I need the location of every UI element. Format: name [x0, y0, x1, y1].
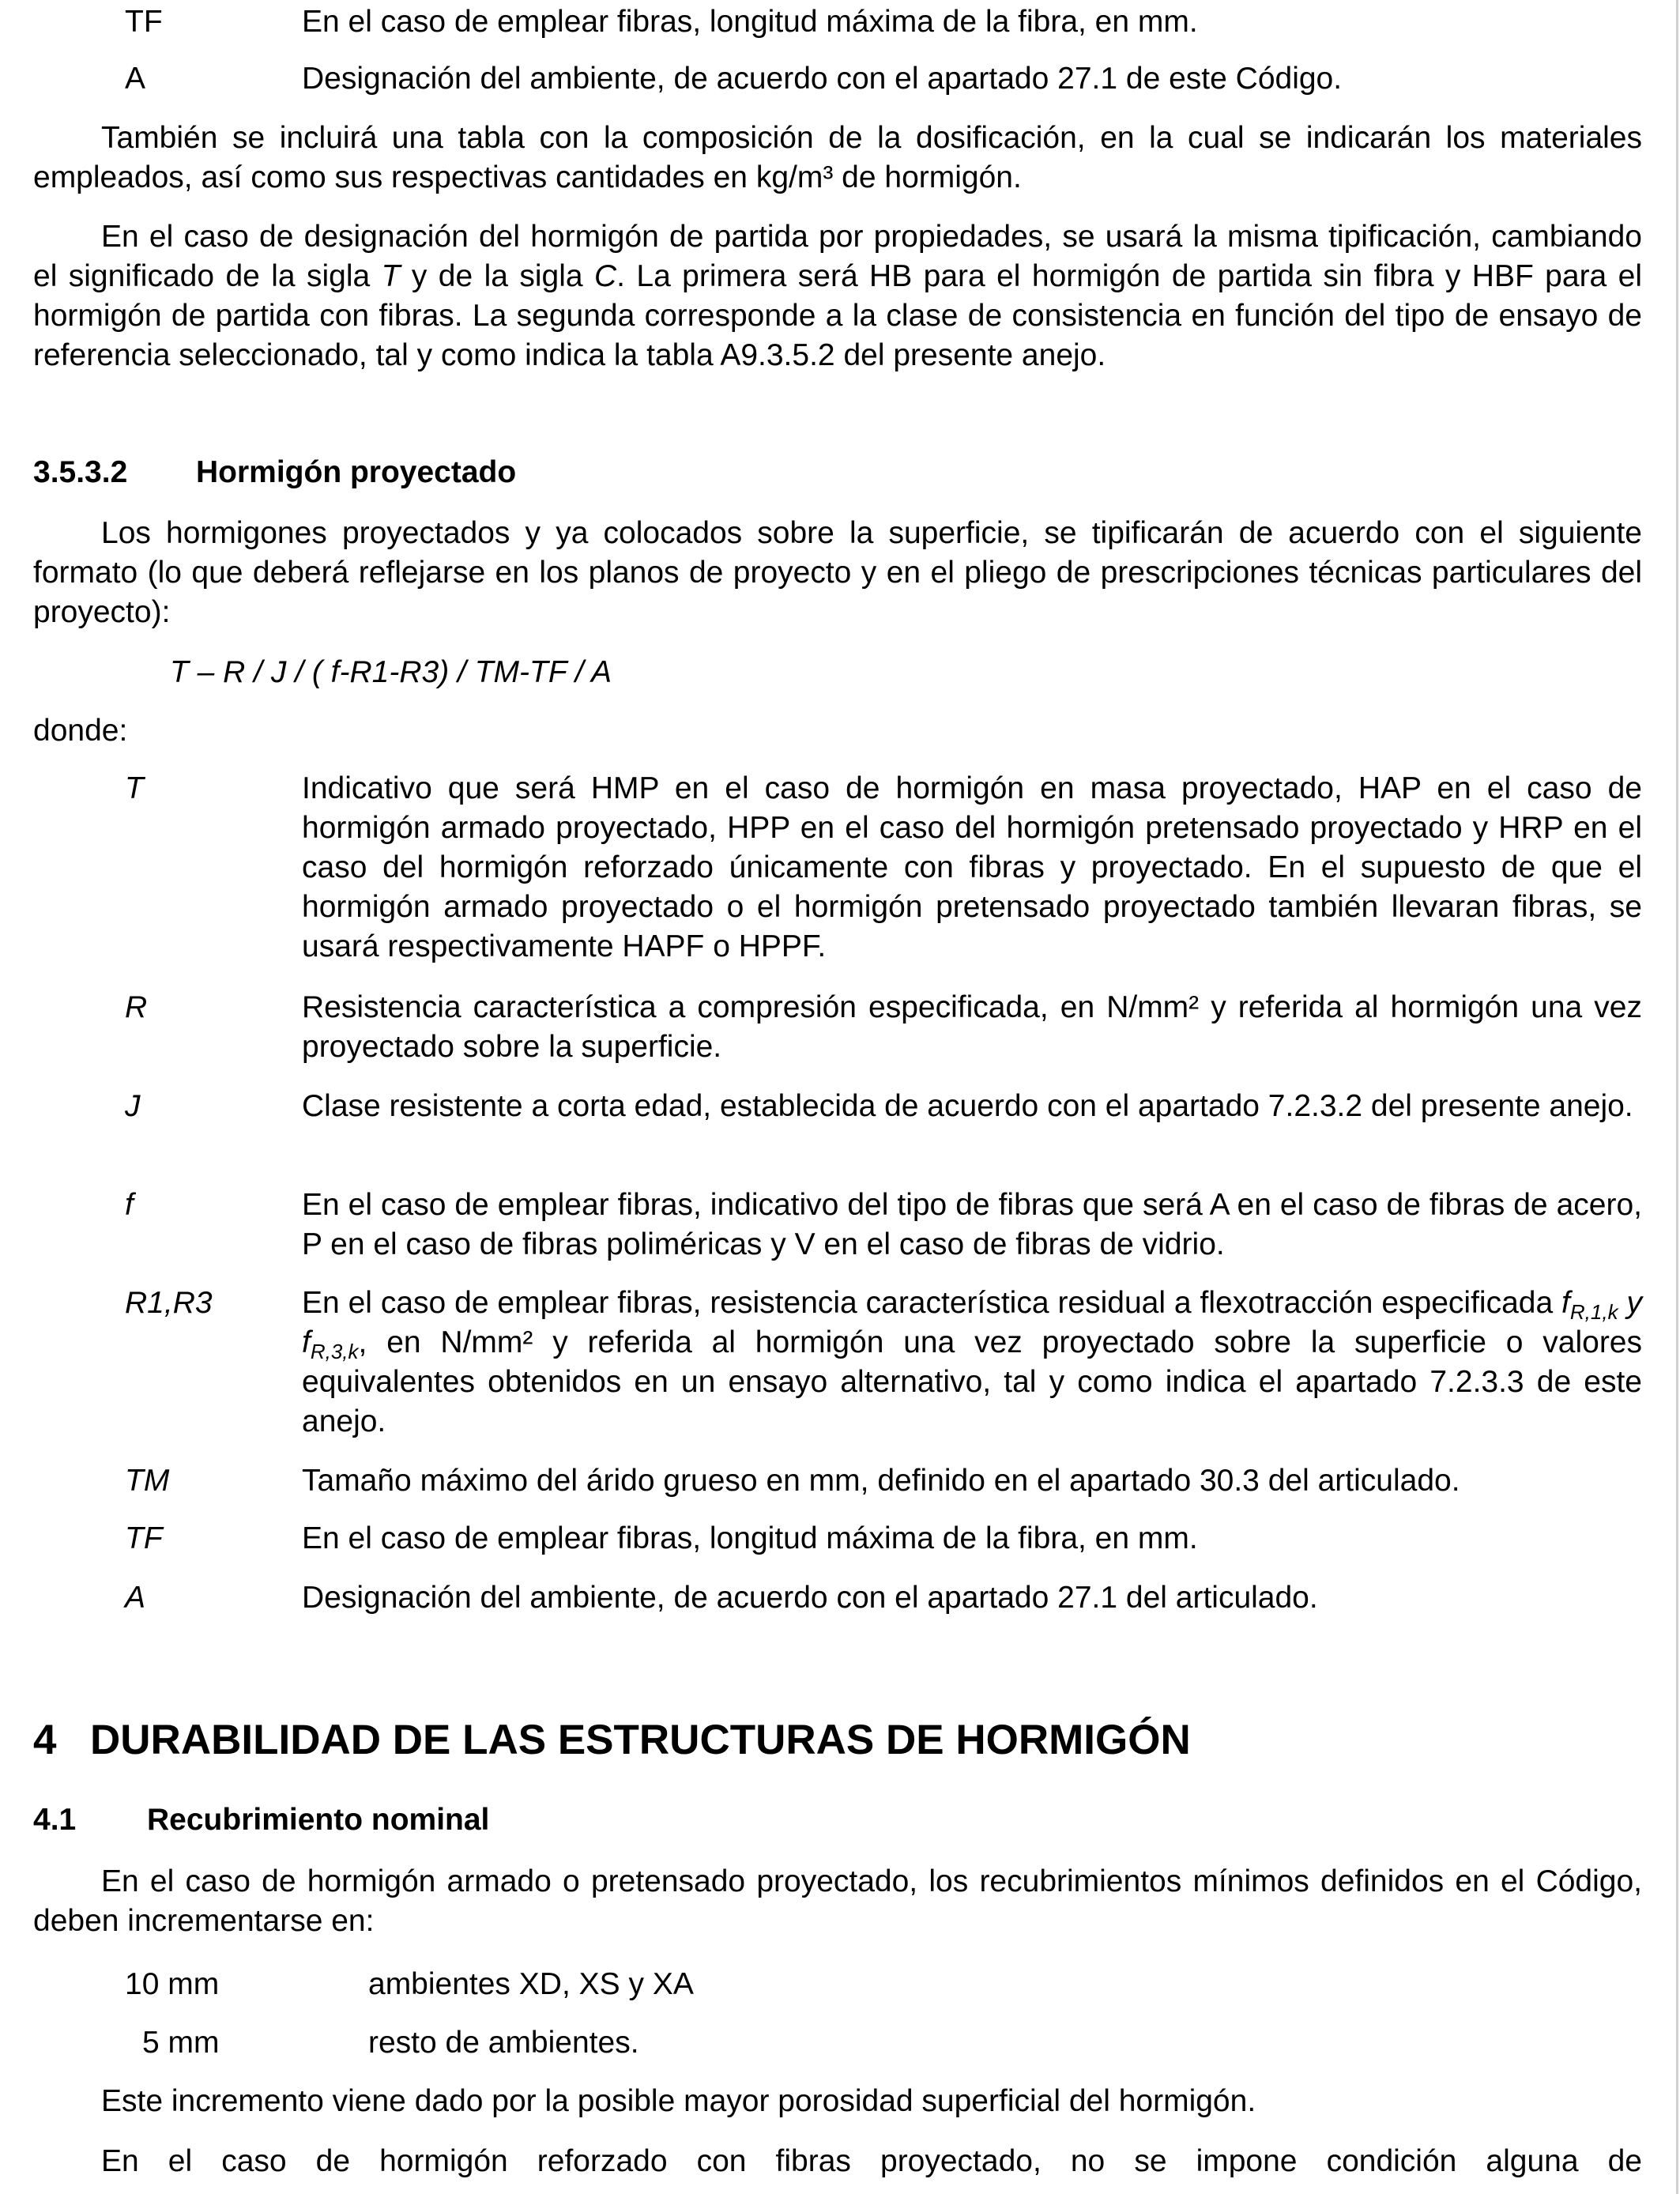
increment-value: 10 mm: [125, 1967, 220, 2001]
definition-term: TF: [125, 1521, 163, 1555]
definition-text: Resistencia característica a compresión especificada, en N/mm² y referida al hormigón una vez proyectado sobre la superficie.: [302, 990, 1642, 1064]
definition-text: Designación del ambiente, de acuerdo con el apartado 27.1 de este Código.: [302, 62, 1343, 96]
definition-term: A: [125, 1581, 146, 1615]
definition-term: f: [125, 1188, 134, 1222]
definition-term: TM: [125, 1464, 170, 1498]
paragraph-recubrimiento-intro: En el caso de hormigón armado o pretensado proyectado, los recubrimientos mínimos definidos en el Código, deben incrementarse en:: [33, 1864, 1642, 1938]
paragraph-designacion-propiedades: En el caso de designación del hormigón de partida por propiedades, se usará la misma tipificación, cambiando el significado de la sigla T y de la sigla C. La primera será HB para el hormigón de partida sin fibra y HBF para el hormigón de partida con fibras. La segunda corresponde a la clase de consistencia en función del tipo de ensayo de referencia seleccionado, tal y como indica la tabla A9.3.5.2 del presente anejo.: [33, 220, 1643, 372]
definition-text: En el caso de emplear fibras, longitud máxima de la fibra, en mm.: [302, 5, 1198, 39]
definition-term: T: [125, 771, 144, 805]
definition-text: Clase resistente a corta edad, establecida de acuerdo con el apartado 7.2.3.2 del presente anejo.: [302, 1089, 1633, 1123]
definition-text: Tamaño máximo del árido grueso en mm, definido en el apartado 30.3 del articulado.: [302, 1464, 1460, 1498]
definition-text: En el caso de emplear fibras, resistencia característica residual a flexotracción especificada $f_{R,1,k}$ y $f_{R,3,k}$, en N/mm² y referida al hormigón una vez proyectado sobre la superficie o valores equivalentes obtenidos en un ensayo alternativo, tal y como indica el apartado 7.2.3.3 de este anejo.: [302, 1286, 1642, 1438]
paragraph-hormigon-proyectado-intro: Los hormigones proyectados y ya colocados sobre la superficie, se tipificarán de acuerdo con el siguiente formato (lo que deberá reflejarse en los planos de proyecto y en el pliego de prescripciones técnicas particulares del proyecto):: [33, 516, 1642, 629]
section-heading-3-5-3-2: 3.5.3.2 Hormigón proyectado: [33, 455, 517, 489]
designation-formula: T – R / J / ( f-R1-R3) / TM-TF / A: [170, 655, 612, 689]
section-heading-4-1: 4.1 Recubrimiento nominal: [33, 1803, 490, 1837]
paragraph-porosidad: Este incremento viene dado por la posible mayor porosidad superficial del hormigón.: [101, 2084, 1256, 2118]
definition-term: TF: [125, 5, 163, 39]
definition-text: Indicativo que será HMP en el caso de hormigón en masa proyectado, HAP en el caso de hormigón armado proyectado, HPP en el caso del hormigón pretensado proyectado y HRP en el caso del hormigón reforzado únicamente con fibras y proyectado. En el supuesto de que el hormigón armado proyectado o el hormigón pretensado proyectado también llevaran fibras, se usará respectivamente HAPF o HPPF.: [302, 771, 1642, 963]
increment-value: 5 mm: [142, 2026, 220, 2060]
definition-text: En el caso de emplear fibras, indicativo del tipo de fibras que será A en el caso de fibras de acero, P en el caso de fibras poliméricas y V en el caso de fibras de vidrio.: [302, 1188, 1642, 1261]
page-edge-line: [1676, 0, 1678, 2194]
definition-term: R: [125, 990, 148, 1024]
definition-term: A: [125, 62, 146, 96]
paragraph-dosificacion: También se incluirá una tabla con la composición de la dosificación, en la cual se indicarán los materiales empleados, así como sus respectivas cantidades en kg/m³ de hormigón.: [33, 121, 1642, 194]
definition-text: Designación del ambiente, de acuerdo con el apartado 27.1 del articulado.: [302, 1581, 1318, 1615]
increment-label: ambientes XD, XS y XA: [368, 1967, 694, 2001]
definition-term: R1,R3: [125, 1286, 213, 1320]
paragraph-fibras-proyectado: En el caso de hormigón reforzado con fibras proyectado, no se impone condición alguna de: [101, 2144, 1642, 2178]
donde-label: donde:: [33, 714, 128, 748]
definition-term: J: [125, 1089, 141, 1123]
increment-label: resto de ambientes.: [368, 2026, 639, 2060]
definition-text: En el caso de emplear fibras, longitud máxima de la fibra, en mm.: [302, 1521, 1198, 1555]
chapter-heading-4: 4 DURABILIDAD DE LAS ESTRUCTURAS DE HORMIGÓN: [33, 1717, 1191, 1763]
